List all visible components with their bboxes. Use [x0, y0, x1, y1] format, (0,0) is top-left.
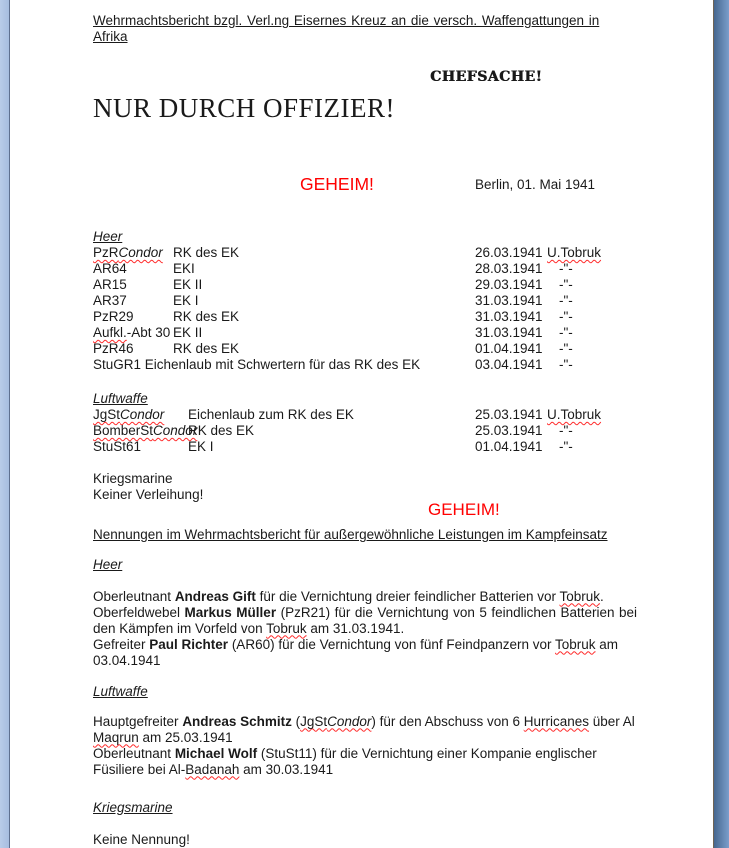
section-heading-luftwaffe: Luftwaffe: [93, 683, 148, 699]
unit-name: BomberStCondor: [93, 423, 198, 438]
ditto-mark: -"-: [559, 341, 573, 356]
award-row: [93, 309, 637, 325]
award-name: EKI: [173, 261, 195, 276]
unit-name: JgStCondor: [300, 713, 372, 729]
kriegsmarine-note: Keine Nennung!: [93, 831, 190, 847]
unit-name: AR15: [93, 277, 127, 292]
person-name: Michael Wolf: [174, 745, 258, 761]
award-date-place: 31.03.1941 -"-: [475, 309, 573, 324]
unit-and-award: StuGR1 Eichenlaub mit Schwertern für das RK des EK: [93, 357, 421, 372]
award-row: [93, 357, 637, 373]
award-date-place: 01.04.1941 -"-: [475, 341, 573, 356]
award-date-place: 01.04.1941 -"-: [475, 439, 573, 454]
person-name: Markus Müller: [184, 604, 277, 620]
classification-row: [93, 174, 637, 194]
award-name: RK des EK: [173, 309, 240, 324]
kriegsmarine-note: Keiner Verleihung!: [93, 487, 204, 502]
unit-name: JgStCondor: [93, 407, 165, 422]
award-row: [93, 423, 637, 439]
award-row: [93, 245, 637, 261]
section-heading-heer: Heer: [93, 229, 123, 244]
unit-name: PzR29: [93, 309, 134, 324]
award-date-place: 31.03.1941 -"-: [475, 325, 573, 340]
award-date-place: 31.03.1941 -"-: [475, 293, 573, 308]
section-heading-heer: Heer: [93, 556, 123, 572]
place: U.Tobruk: [547, 407, 602, 422]
place: U.Tobruk: [547, 245, 602, 260]
award-name: RK des EK: [173, 341, 240, 356]
award-row: [93, 325, 637, 341]
award-name: EK I: [173, 293, 199, 308]
place: Tobruk: [266, 620, 307, 636]
place: Tobruk: [559, 588, 601, 604]
ditto-mark: -"-: [559, 309, 573, 324]
award-date-place: 25.03.1941 -"-: [475, 423, 573, 438]
award-name: EK II: [173, 325, 203, 340]
award-date-place: 29.03.1941 -"-: [475, 277, 573, 292]
ditto-mark: -"-: [559, 439, 573, 454]
chefsache-stamp: CHEFSACHE!: [430, 69, 543, 85]
section-heading-kriegsmarine: Kriegsmarine: [93, 799, 173, 815]
ditto-mark: -"-: [559, 357, 573, 372]
unit-name: Aufkl.-Abt 30: [93, 325, 171, 340]
kriegsmarine-label: Kriegsmarine: [93, 471, 173, 486]
award-name: EK II: [173, 277, 203, 292]
award-row: [93, 277, 637, 293]
ditto-mark: -"-: [559, 325, 573, 340]
ditto-mark: -"-: [559, 293, 573, 308]
mentions-heading: Nennungen im Wehrmachtsbericht für außergewöhnliche Leistungen im Kampfeinsatz: [93, 527, 608, 542]
award-row: [93, 341, 637, 357]
award-date-place: 26.03.1941 U.Tobruk: [475, 245, 602, 260]
mention-paragraph: Oberleutnant Michael Wolf (StuSt11) für die Vernichtung einer Kompanie englischer Füsiliere bei Al-Badanah am 30.03.1941: [93, 745, 597, 777]
mention-paragraph: Hauptgefreiter Andreas Schmitz (JgStCondor) für den Abschuss von 6 Hurricanes über Al Maqrun am 25.03.1941: [93, 713, 635, 745]
ditto-mark: -"-: [559, 261, 573, 276]
place: Tobruk: [555, 636, 596, 652]
award-row: [93, 439, 637, 455]
window-edge-right: [713, 0, 729, 848]
award-row: [93, 261, 637, 277]
place: Maqrun: [93, 729, 139, 745]
unit-name: PzR46: [93, 341, 134, 356]
mention-paragraph: Oberfeldwebel Markus Müller (PzR21) für die Vernichtung von 5 feindlichen Batterien bei den Kämpfen im Vorfeld von Tobruk am 31.03.1941.: [93, 604, 637, 636]
mention-paragraph: Gefreiter Paul Richter (AR60) für die Vernichtung von fünf Feindpanzern vor Tobruk am 03.04.1941: [93, 636, 619, 668]
award-row: [93, 293, 637, 309]
place: Badanah: [185, 761, 240, 777]
window-edge-left: [0, 0, 10, 848]
person-name: Andreas Schmitz: [182, 713, 292, 729]
unit-name: AR37: [93, 293, 127, 308]
person-name: Paul Richter: [149, 636, 229, 652]
geheim-stamp: GEHEIM!: [428, 500, 500, 519]
document-title: Wehrmachtsbericht bzgl. Verl.ng Eisernes Kreuz an die versch. Waffengattungen in Afrika: [93, 13, 600, 44]
award-date-place: 25.03.1941 U.Tobruk: [475, 407, 602, 422]
ditto-mark: -"-: [559, 277, 573, 292]
award-name: RK des EK: [173, 245, 240, 260]
award-date-place: 03.04.1941 -"-: [475, 357, 573, 372]
section-heading-luftwaffe: Luftwaffe: [93, 391, 148, 406]
mention-paragraph: Oberleutnant Andreas Gift für die Vernichtung dreier feindlicher Batterien vor Tobruk.: [93, 588, 604, 604]
unit-name: StuSt61: [93, 439, 142, 454]
award-date-place: 28.03.1941 -"-: [475, 261, 573, 276]
officer-only-heading: NUR DURCH OFFIZIER!: [93, 93, 396, 123]
unit-name: AR64: [93, 261, 127, 276]
unit-name: PzRCondor: [93, 245, 163, 260]
award-row: [93, 407, 637, 423]
misspelled-word: Hurricanes: [523, 713, 590, 729]
person-name: Andreas Gift: [174, 588, 256, 604]
document-content: [93, 0, 637, 848]
geheim-stamp: GEHEIM!: [300, 174, 374, 194]
award-name: RK des EK: [188, 423, 255, 438]
award-name: Eichenlaub zum RK des EK: [188, 407, 354, 422]
award-name: EK I: [188, 439, 214, 454]
ditto-mark: -"-: [559, 423, 573, 438]
place-dateline: Berlin, 01. Mai 1941: [475, 177, 596, 192]
